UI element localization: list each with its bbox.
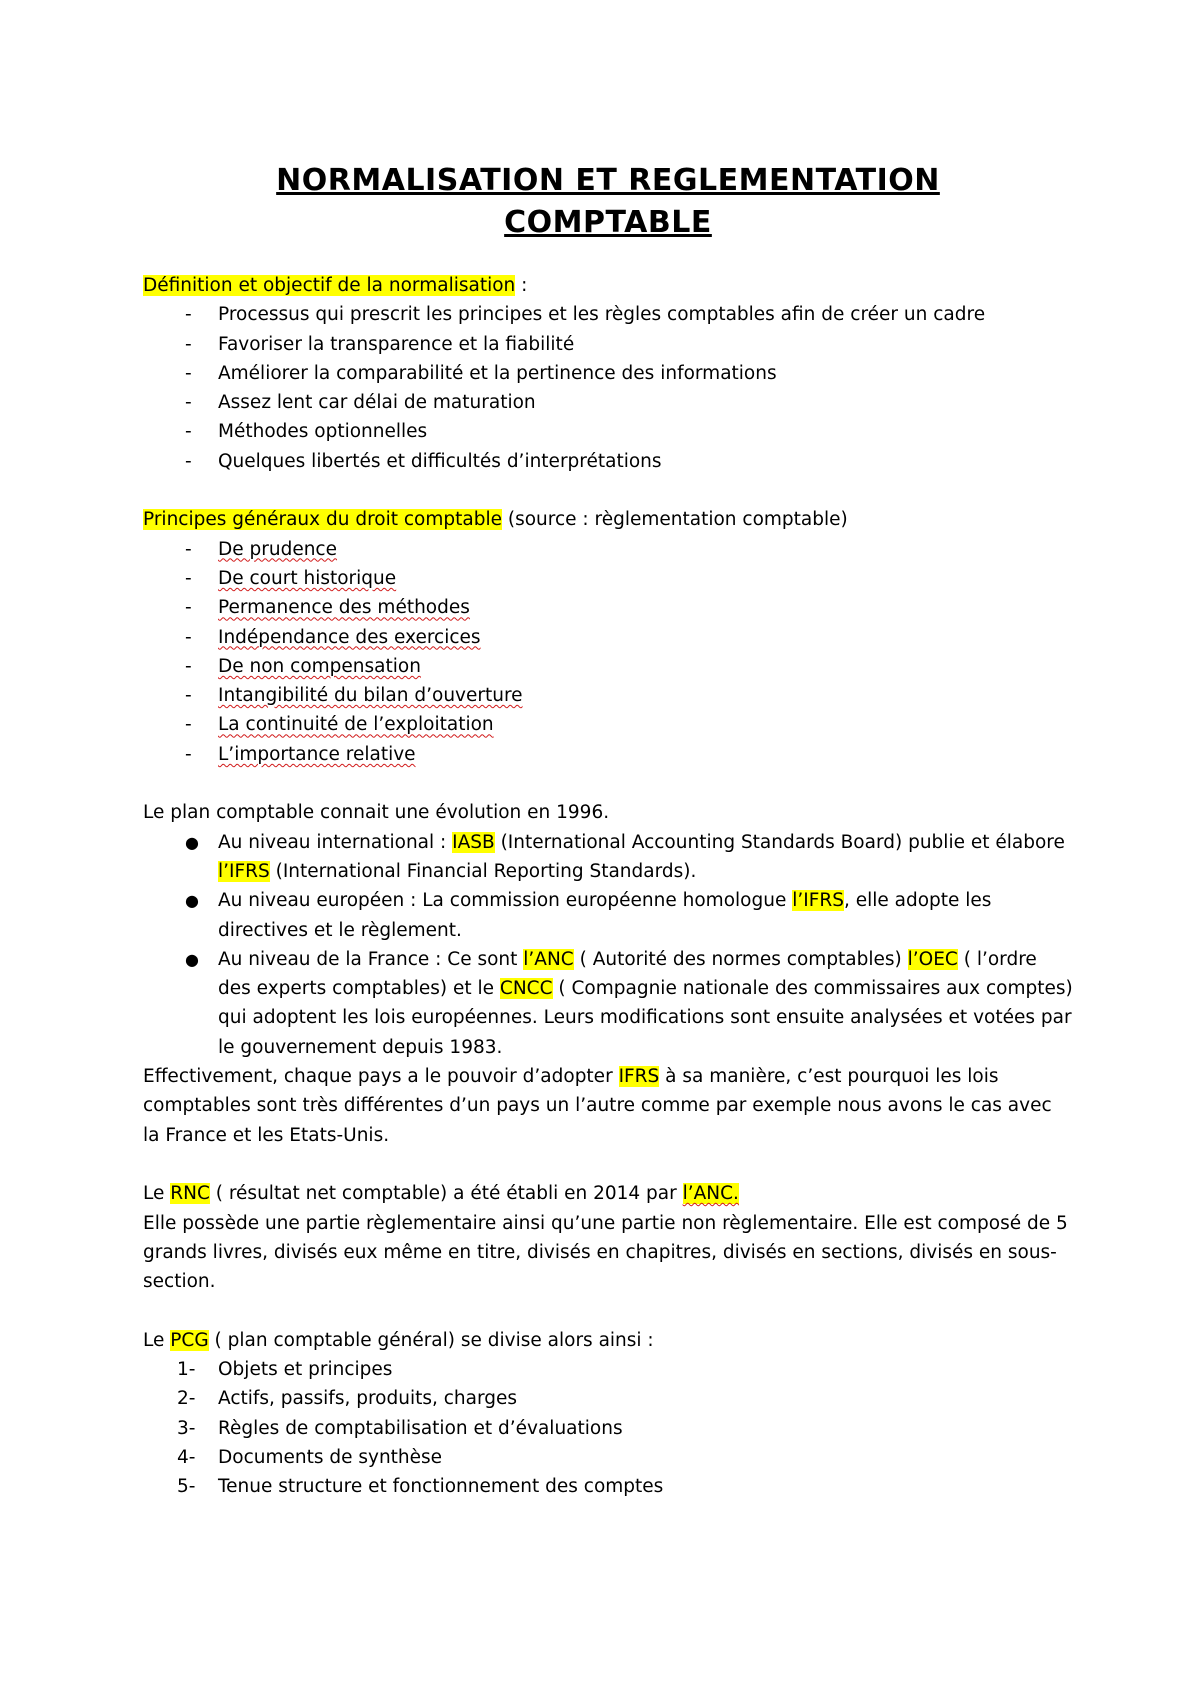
list-item: ● Au niveau international : IASB (International Accounting Standards Board) publie et élabore l’IFRS (International Financial Reporting Standards). [185, 831, 1065, 882]
list-item: 2- Actifs, passifs, produits, charges [177, 1388, 518, 1410]
section3-intro: Le plan comptable connait une évolution en 1996. [143, 802, 610, 824]
list-item: - Indépendance des exercices [185, 626, 481, 648]
list-item: - Améliorer la comparabilité et la pertinence des informations [185, 362, 777, 384]
list-item: - Assez lent car délai de maturation [185, 392, 536, 414]
section4-paragraph: Elle possède une partie règlementaire ainsi qu’une partie non règlementaire. Elle est composé de 5 grands livres, divisés eux même en titre, divisés en chapitres, divisés en sections, divisés en sous-section. [143, 1212, 1068, 1293]
principles-list [143, 535, 1073, 769]
definition-list [143, 300, 1073, 476]
list-item: - Intangibilité du bilan d’ouverture [185, 685, 523, 707]
list-item: - Quelques libertés et difficultés d’interprétations [185, 450, 662, 472]
list-item: - Processus qui prescrit les principes et les règles comptables afin de créer un cadre [185, 304, 986, 326]
section4-line1: Le RNC ( résultat net comptable) a été établi en 2014 par l’ANC. [143, 1183, 739, 1205]
list-item: - L’importance relative [185, 743, 416, 765]
document-page [143, 160, 1073, 1501]
list-item: ● Au niveau européen : La commission européenne homologue l’IFRS, elle adopte les directives et le règlement. [185, 890, 992, 941]
list-item: 5- Tenue structure et fonctionnement des comptes [177, 1476, 664, 1498]
highlighted-heading: Principes généraux du droit comptable [143, 509, 502, 531]
section1-heading: Définition et objectif de la normalisation : [143, 275, 528, 296]
list-item: 3- Règles de comptabilisation et d’évaluations [177, 1417, 623, 1439]
title-line-2: COMPTABLE [504, 205, 712, 240]
list-item: ● Au niveau de la France : Ce sont l’ANC ( Autorité des normes comptables) l’OEC ( l’ordre des experts comptables) et le CNCC ( Compagnie nationale des commissaires aux comptes) qui adoptent les lois européennes. Leurs modifications sont ensuite analysées et votées par le gouvernement depuis 1983. [185, 948, 1073, 1058]
list-item: - Méthodes optionnelles [185, 421, 428, 443]
list-item: - De court historique [185, 567, 397, 589]
list-item: - De non compensation [185, 655, 421, 677]
section2-heading: Principes généraux du droit comptable (source : règlementation comptable) [143, 509, 848, 531]
highlighted-heading: Définition et objectif de la normalisation [143, 275, 516, 296]
section5-intro: Le PCG ( plan comptable général) se divise alors ainsi : [143, 1329, 654, 1351]
list-item: - Favoriser la transparence et la fiabilité [185, 333, 575, 355]
document-title [143, 160, 1073, 244]
list-item: - De prudence [185, 538, 337, 560]
pcg-list [143, 1355, 1073, 1501]
list-item: 4- Documents de synthèse [177, 1446, 443, 1468]
title-line-1: NORMALISATION ET REGLEMENTATION [276, 163, 940, 198]
list-item: 1- Objets et principes [177, 1358, 393, 1380]
list-item: - La continuité de l’exploitation [185, 714, 494, 736]
list-item: - Permanence des méthodes [185, 597, 470, 619]
section3-paragraph: Effectivement, chaque pays a le pouvoir d’adopter IFRS à sa manière, c’est pourquoi les lois comptables sont très différentes d’un pays un l’autre comme par exemple nous avons le cas avec la France et les Etats-Unis. [143, 1066, 1052, 1146]
levels-list [143, 828, 1073, 1062]
